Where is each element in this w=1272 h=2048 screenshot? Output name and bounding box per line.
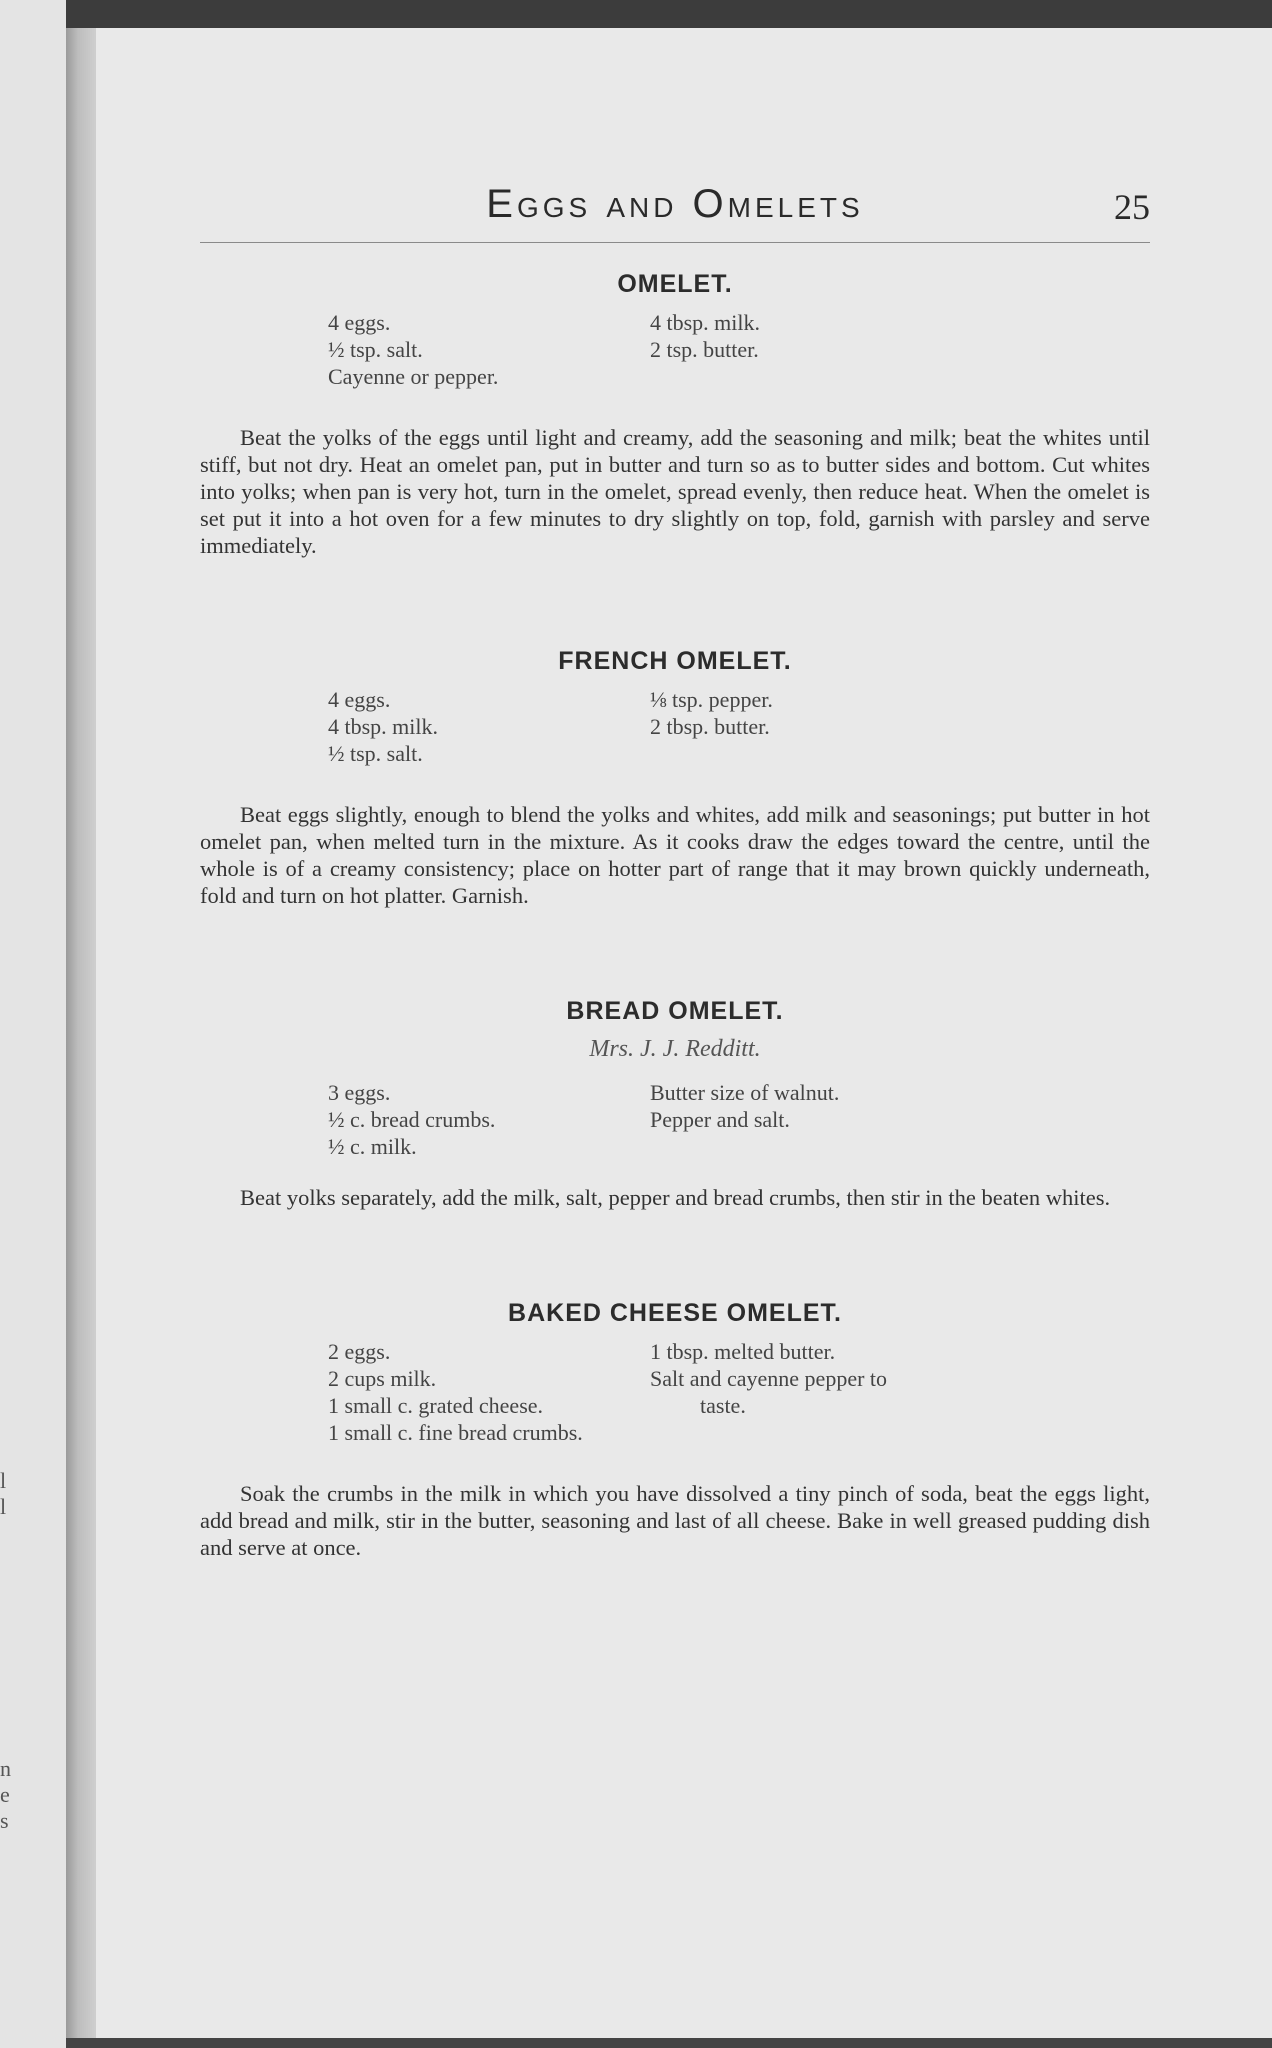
- ingredient: 2 eggs.: [328, 1339, 391, 1364]
- recipe-directions: Beat the yolks of the eggs until light and creamy, add the seasoning and milk; beat the whites until stiff, but not dry. Heat an omelet pan, put in butter and turn so as to butter sides and bottom. Cut whites into yolks; when pan is very hot, turn in the omelet, spread evenly, then reduce heat. When the omelet is set put it into a hot oven for a few minutes to dry slightly on top, fold, garnish with parsley and serve immediately.: [200, 425, 1150, 558]
- ingredients-left: [200, 1079, 650, 1160]
- ingredient: 4 tbsp. milk.: [328, 714, 439, 739]
- ingredient: taste.: [700, 1393, 746, 1418]
- margin-fragment: n: [0, 1756, 11, 1781]
- ingredient: Pepper and salt.: [650, 1107, 790, 1132]
- page-number: 25: [1114, 187, 1150, 227]
- ingredient: ½ c. bread crumbs.: [328, 1107, 496, 1132]
- ingredient: ½ tsp. salt.: [328, 337, 423, 362]
- ingredients-right: [650, 1079, 839, 1160]
- recipe-title: FRENCH OMELET.: [558, 647, 792, 675]
- ingredient: Salt and cayenne pepper to: [650, 1366, 888, 1391]
- ingredients-left: [200, 309, 650, 390]
- recipe-bread-omelet: [200, 997, 1150, 1211]
- recipe-omelet: [200, 270, 1150, 559]
- ingredient: 2 tbsp. butter.: [650, 714, 770, 739]
- recipe-title: BREAD OMELET.: [566, 997, 784, 1025]
- margin-fragment: l: [0, 1494, 7, 1519]
- ingredient: 1 small c. fine bread crumbs.: [328, 1420, 583, 1445]
- ingredient: ⅛ tsp. pepper.: [650, 687, 773, 712]
- ingredient-list: [200, 309, 1150, 390]
- ingredient: 4 tbsp. milk.: [650, 310, 761, 335]
- ingredient: Cayenne or pepper.: [328, 364, 499, 389]
- ingredient-list: [200, 686, 1150, 767]
- recipe-directions: Beat yolks separately, add the milk, salt, pepper and bread crumbs, then stir in the beaten whites.: [240, 1185, 1111, 1210]
- recipe-directions: Soak the crumbs in the milk in which you have dissolved a tiny pinch of soda, beat the eggs light, add bread and milk, stir in the butter, seasoning and last of all cheese. Bake in well greased pudding dish and serve at once.: [200, 1481, 1150, 1560]
- running-title: Eggs and Omelets: [486, 182, 864, 226]
- ingredients-right: [650, 1338, 887, 1446]
- ingredients-right: [650, 309, 760, 390]
- margin-fragment: l: [0, 1468, 7, 1493]
- ingredient: 4 eggs.: [328, 687, 391, 712]
- ingredient: 1 small c. grated cheese.: [328, 1393, 544, 1418]
- ingredient: ½ c. milk.: [328, 1134, 417, 1159]
- book-gutter: [66, 28, 96, 2038]
- recipe-directions: Beat eggs slightly, enough to blend the yolks and whites, add milk and seasonings; put butter in hot omelet pan, when melted turn in the mixture. As it cooks draw the edges toward the centre, until the whole is of a creamy consistency; place on hotter part of range that it may brown quickly underneath, fold and turn on hot platter. Garnish.: [200, 802, 1150, 908]
- margin-fragment: e: [0, 1782, 10, 1807]
- ingredient: Butter size of walnut.: [650, 1080, 840, 1105]
- facing-page-edge: [0, 0, 66, 2048]
- ingredient-list: [200, 1338, 1150, 1446]
- recipe-title: OMELET.: [617, 270, 733, 298]
- ingredients-left: [200, 1338, 650, 1446]
- ingredient-list: [200, 1079, 1150, 1160]
- ingredients-right: [650, 686, 773, 767]
- scan-top-edge: [0, 0, 1272, 30]
- ingredient: 2 tsp. butter.: [650, 337, 759, 362]
- recipe-contributor: Mrs. J. J. Redditt.: [589, 1036, 761, 1062]
- page-header: [200, 162, 1150, 243]
- ingredient: 2 cups milk.: [328, 1366, 437, 1391]
- ingredient: 3 eggs.: [328, 1080, 391, 1105]
- ingredient: 1 tbsp. melted butter.: [650, 1339, 836, 1364]
- margin-fragment: s: [0, 1808, 9, 1833]
- page-content: [200, 270, 1150, 1561]
- ingredient: 4 eggs.: [328, 310, 391, 335]
- recipe-title: BAKED CHEESE OMELET.: [508, 1299, 842, 1327]
- ingredient: ½ tsp. salt.: [328, 741, 423, 766]
- ingredients-left: [200, 686, 650, 767]
- recipe-baked-cheese-omelet: [200, 1299, 1150, 1561]
- recipe-french-omelet: [200, 647, 1150, 909]
